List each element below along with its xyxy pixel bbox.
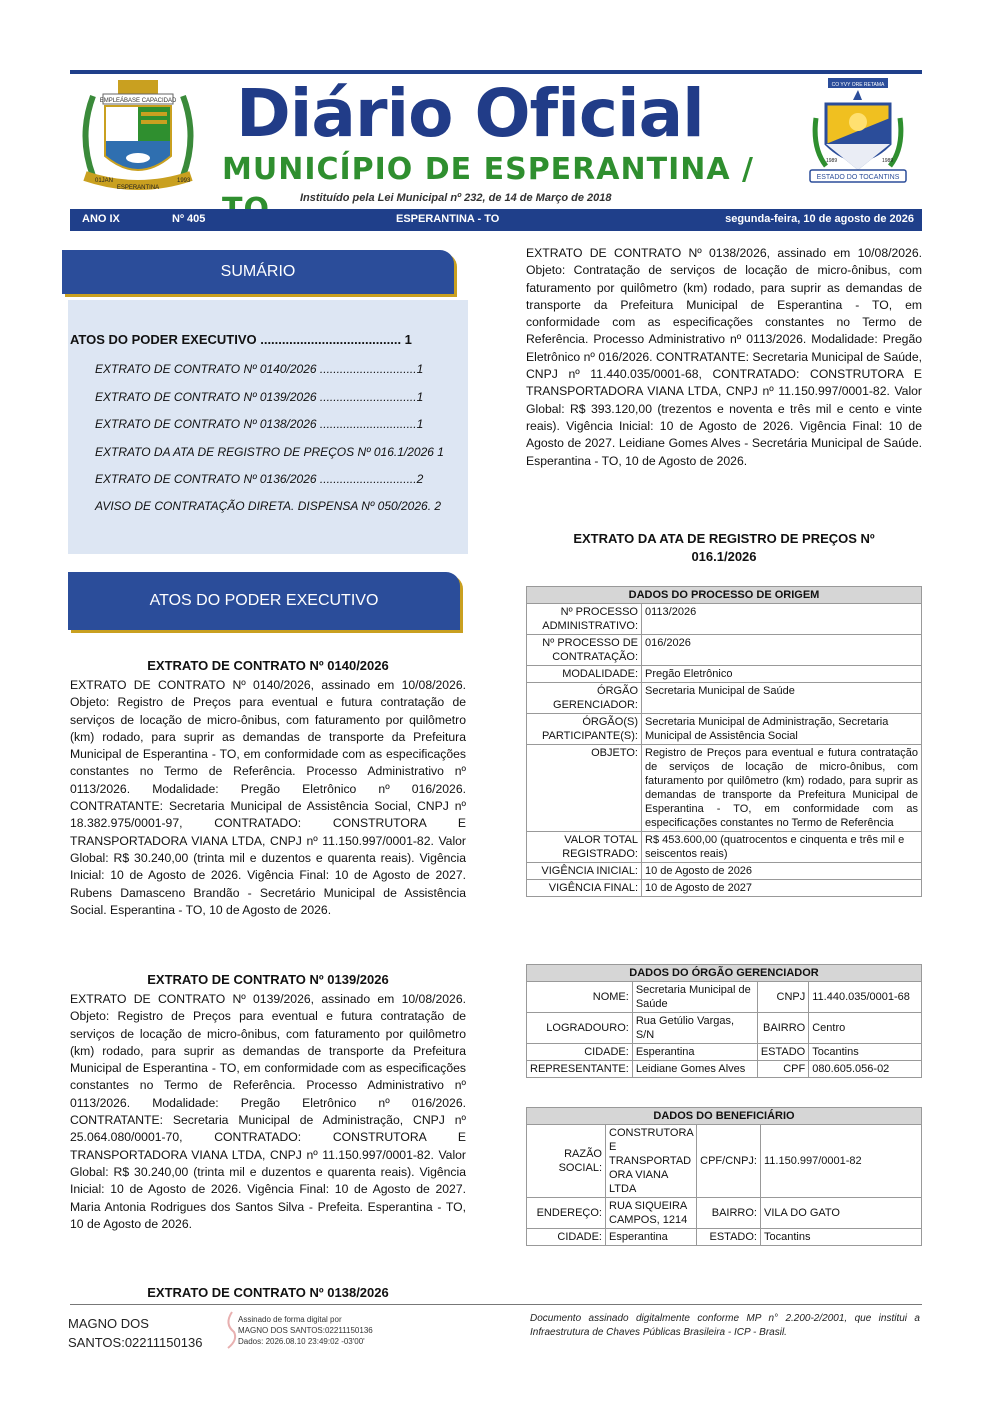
extrato-140-body: EXTRATO DE CONTRATO Nº 0140/2026, assinado em 10/08/2026. Objeto: Registro de Preços para eventual e futura contratação de serviços de locação de micro-ônibus, com faturamento por quilômetro (km) rodado, para suprir as demandas de transporte da Prefeitura Municipal de Esperantina - TO, em conformidade com as especificações constantes no Termo de Referência. Processo Administrativo nº 0113/2026. Modalidade: Pregão Eletrônico nº 016/2026. CONTRATANTE: Secretaria Municipal de Assistência Social, CNPJ nº 18.382.975/0001-97, CONTRATADO: CONSTRUTORA E TRANSPORTADORA VIANA LTDA, CNPJ nº 11.150.997/0001-82. Valor Global: R$ 30.240,00 (trinta mil e duzentos e quarenta reais). Vigência Inicial: 10 de Agosto de 2026. Vigência Final: 10 de Agosto de 2027. Rubens Damasceno Brandão - Secretário Municipal de Assistência Social. Esperantina - TO, 10 de Agosto de 2026. [70,678,466,917]
beneficiary-table-heading: DADOS DO BENEFICIÁRIO [527,1108,922,1125]
row-value: 10 de Agosto de 2026 [642,863,922,880]
origin-table-heading: DADOS DO PROCESSO DE ORIGEM [527,587,922,604]
svg-text:CO YVY ORE RETAMA: CO YVY ORE RETAMA [831,82,885,88]
signature-line: Dados: 2026.08.10 23:49:02 -03'00' [238,1337,365,1346]
row-label: VIGÊNCIA INICIAL: [527,863,642,880]
toc-item[interactable]: EXTRATO DE CONTRATO Nº 0136/2026 .............................2 [95,472,424,486]
nome-value: Secretaria Municipal de Saúde [632,982,757,1013]
manager-table [526,964,922,1078]
endereco-label: ENDEREÇO: [527,1198,606,1229]
endereco-value: RUA SIQUEIRA CAMPOS, 1214 [606,1198,697,1229]
razao-value: CONSTRUTORA E TRANSPORTAD ORA VIANA LTDA [606,1125,697,1198]
row-label: VALOR TOTAL REGISTRADO: [527,832,642,863]
bairro-label: BAIRRO: [697,1198,761,1229]
row-value: Secretaria Municipal de Saúde [642,683,922,714]
municipality-title: MUNICÍPIO DE ESPERANTINA / [222,152,754,187]
edition-number: Nº 405 [172,213,206,225]
municipal-crest [73,76,203,194]
toc-main-entry[interactable]: ATOS DO PODER EXECUTIVO ....................................... 1 [70,332,412,347]
gazette-title: Diário Oficial [236,75,704,152]
cpf-value: 080.605.056-02 [809,1061,922,1078]
state-crest [802,78,914,190]
section-heading-executive: ATOS DO PODER EXECUTIVO [68,572,460,630]
toc-item[interactable]: EXTRATO DE CONTRATO Nº 0138/2026 .............................1 [95,417,424,431]
signature-details [238,1314,428,1347]
row-value: R$ 453.600,00 (quatrocentos e cinquenta e três mil e seiscentos reais) [642,832,922,863]
svg-text:1989: 1989 [826,158,838,164]
signer-name: MAGNO DOS SANTOS:02211150136 [68,1316,203,1350]
svg-text:1989: 1989 [882,158,894,164]
row-label: ÓRGÃO(S) PARTICIPANTE(S): [527,714,642,745]
extrato-138-body: EXTRATO DE CONTRATO Nº 0138/2026, assinado em 10/08/2026. Objeto: Contratação de serviços de locação de micro-ônibus, com faturamento por quilômetro (km) rodado, para suprir as demandas de transporte da Prefeitura Municipal de Esperantina - TO, em conformidade com as especificações constantes no Termo de Referência. Processo Administrativo nº 0113/2026. Modalidade: Pregão Eletrônico nº 016/2026. CONTRATANTE: Secretaria Municipal de Saúde, CNPJ nº 11.440.035/0001-68, CONTRATADO: CONSTRUTORA E TRANSPORTADORA VIANA LTDA, CNPJ nº 11.150.997/0001-82. Valor Global: R$ 393.120,00 (trezentos e noventa e três mil e cento e vinte reais). Vigência Inicial: 10 de Agosto de 2026. Vigência Final: 10 de Agosto de 2027. Leidiane Gomes Alves - Secretária Municipal de Saúde. Esperantina - TO, 10 de Agosto de 2026. [526,246,922,468]
edition-bar [70,209,922,231]
cidade-label: CIDADE: [527,1044,633,1061]
signature-line: MAGNO DOS SANTOS:02211150136 [238,1326,373,1335]
row-value: 10 de Agosto de 2027 [642,880,922,897]
svg-text:EMPLEÁBASE CAPACIDAD: EMPLEÁBASE CAPACIDAD [99,98,177,104]
row-value: 016/2026 [642,635,922,666]
footer-rule [70,1304,922,1305]
representante-label: REPRESENTANTE: [527,1061,633,1078]
cpfcnpj-value: 11.150.997/0001-82 [760,1125,921,1198]
extrato-138-title: EXTRATO DE CONTRATO Nº 0138/2026 [147,1285,389,1300]
logradouro-label: LOGRADOURO: [527,1013,633,1044]
bairro-value: Centro [809,1013,922,1044]
logradouro-value: Rua Getúlio Vargas, S/N [632,1013,757,1044]
bairro-label: BAIRRO [757,1013,808,1044]
toc-item[interactable]: AVISO DE CONTRATAÇÃO DIRETA. DISPENSA Nº 050/2026. 2 [95,499,442,513]
cnpj-value: 11.440.035/0001-68 [809,982,922,1013]
representante-value: Leidiane Gomes Alves [632,1061,757,1078]
summary-heading: SUMÁRIO [62,250,454,294]
extrato-140-title: EXTRATO DE CONTRATO Nº 0140/2026 [147,658,389,673]
extrato-139-body: EXTRATO DE CONTRATO Nº 0139/2026, assinado em 10/08/2026. Objeto: Registro de Preços para eventual e futura contratação de serviços de locação de micro-ônibus, com faturamento por quilômetro (km) rodado, para suprir as demandas de transporte da Prefeitura Municipal de Esperantina - TO, em conformidade com as especificações constantes no Termo de Referência. Processo Administrativo nº 0113/2026. Modalidade: Pregão Eletrônico nº 016/2026. CONTRATANTE: Secretaria Municipal de Administração, CNPJ nº 25.064.080/0001-70, CONTRATADO: CONSTRUTORA E TRANSPORTADORA VIANA LTDA, CNPJ nº 11.150.997/0001-82. Valor Global: R$ 30.240,00 (trinta mil e duzentos e quarenta reais). Vigência Inicial: 10 de Agosto de 2026. Vigência Final: 10 de Agosto de 2027. Maria Antonia Rodrigues dos Santos Silva - Prefeita. Esperantina - TO, 10 de Agosto de 2026. [70,992,466,1231]
ata-title-line2: 016.1/2026 [691,549,757,564]
cidade-value: Esperantina [632,1044,757,1061]
svg-text:ESPERANTINA: ESPERANTINA [116,185,160,191]
origin-process-table [526,586,922,897]
svg-text:01JAN: 01JAN [95,178,114,184]
row-value: Pregão Eletrônico [642,666,922,683]
row-label: OBJETO: [527,745,642,832]
row-label: MODALIDADE: [527,666,642,683]
estado-value: Tocantins [809,1044,922,1061]
row-label: ÓRGÃO GERENCIADOR: [527,683,642,714]
row-label: Nº PROCESSO DE CONTRATAÇÃO: [527,635,642,666]
digital-signature-note: Documento assinado digitalmente conforme MP n° 2.200-2/2001, que institui a Infraestrutura de Chaves Públicas Brasileira - ICP - Brasil. [530,1313,920,1338]
row-value: Registro de Preços para eventual e futura contratação de serviços de locação de micro-ônibus, com faturamento por quilômetro (km) rodado, para suprir as demandas de transporte da Prefeitura Municipal de Esperantina - TO, em conformidade com as especificações constantes no Termo de Referência [642,745,922,832]
edition-date: segunda-feira, 10 de agosto de 2026 [725,213,914,225]
ata-title-line1: EXTRATO DA ATA DE REGISTRO DE PREÇOS Nº [573,531,875,546]
ata-title [526,530,922,566]
edition-city: ESPERANTINA - TO [396,213,500,225]
row-value: 0113/2026 [642,604,922,635]
toc-item[interactable]: EXTRATO DE CONTRATO Nº 0140/2026 .............................1 [95,362,424,376]
toc-item[interactable]: EXTRATO DE CONTRATO Nº 0139/2026 .............................1 [95,390,424,404]
svg-text:1993: 1993 [177,178,191,184]
nome-label: NOME: [527,982,633,1013]
estado-label: ESTADO [757,1044,808,1061]
estado-label: ESTADO: [697,1229,761,1246]
bairro-value: VILA DO GATO [760,1198,921,1229]
cpf-label: CPF [757,1061,808,1078]
edition-year: ANO IX [82,213,120,225]
row-label: VIGÊNCIA FINAL: [527,880,642,897]
cidade-value: Esperantina [606,1229,697,1246]
estado-value: Tocantins [760,1229,921,1246]
extrato-139-title: EXTRATO DE CONTRATO Nº 0139/2026 [147,972,389,987]
beneficiary-table [526,1107,922,1246]
row-label: Nº PROCESSO ADMINISTRATIVO: [527,604,642,635]
manager-table-heading: DADOS DO ÓRGÃO GERENCIADOR [527,965,922,982]
signature-line: Assinado de forma digital por [238,1315,342,1324]
cidade-label: CIDADE: [527,1229,606,1246]
razao-label: RAZÃO SOCIAL: [527,1125,606,1198]
instituted-law: Instituído pela Lei Municipal nº 232, de 14 de Março de 2018 [300,192,612,204]
cpfcnpj-label: CPF/CNPJ: [697,1125,761,1198]
svg-text:ESTADO DO TOCANTINS: ESTADO DO TOCANTINS [816,174,900,181]
cnpj-label: CNPJ [757,982,808,1013]
toc-item[interactable]: EXTRATO DA ATA DE REGISTRO DE PREÇOS Nº 016.1/2026 1 [95,445,444,459]
row-value: Secretaria Municipal de Administração, Secretaria Municipal de Assistência Social [642,714,922,745]
